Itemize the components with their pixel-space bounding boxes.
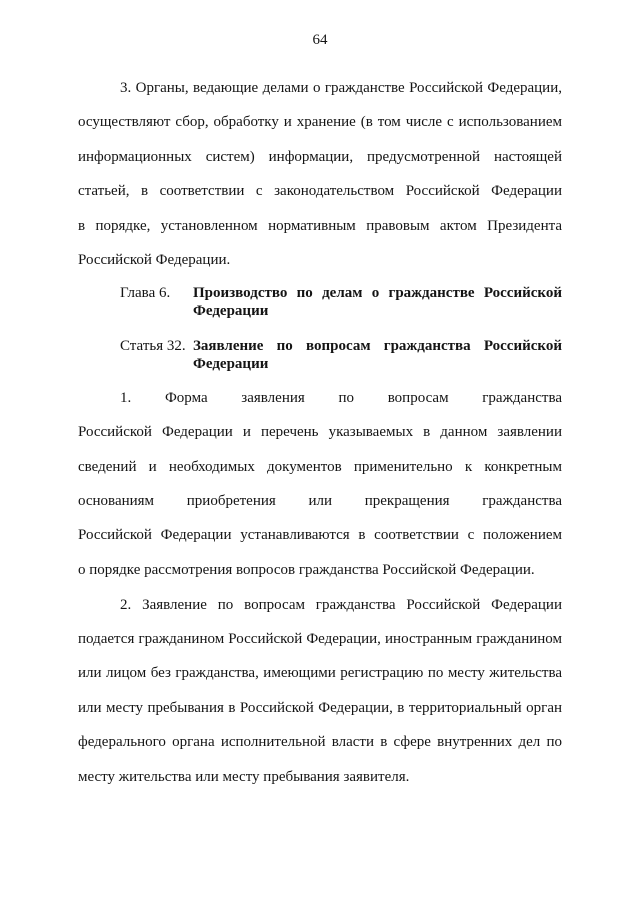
paragraph-line: 3. Органы, ведающие делами о гражданстве Российской Федерации,: [120, 80, 562, 96]
article-heading: [78, 337, 562, 373]
paragraph-line: месту жительства или месту пребывания заявителя.: [78, 768, 410, 785]
article-paragraph-1: [78, 381, 562, 587]
paragraph-line: 1. Форма заявления по вопросам гражданства: [120, 389, 562, 406]
chapter-title-line: Производство по делам о гражданстве Российской: [193, 284, 562, 301]
paragraph-line: о порядке рассмотрения вопросов гражданства Российской Федерации.: [78, 561, 535, 578]
paragraph-line: основаниям приобретения или прекращения гражданства: [78, 492, 562, 509]
paragraph-line: осуществляют сбор, обработку и хранение (в том числе с использованием: [78, 114, 562, 131]
chapter-title-line: Федерации: [193, 302, 269, 319]
paragraph-line: в порядке, установленном нормативным правовым актом Президента: [78, 217, 562, 234]
document-body: [78, 71, 562, 794]
chapter-title: [193, 284, 562, 320]
chapter-heading: [78, 284, 562, 320]
article-title-line: Заявление по вопросам гражданства Российской: [193, 337, 562, 354]
paragraph-line: Российской Федерации и перечень указываемых в данном заявлении: [78, 424, 562, 441]
paragraph-line: сведений и необходимых документов применительно к конкретным: [78, 458, 562, 475]
article-label: Статья 32.: [120, 337, 186, 354]
paragraph-line: федерального органа исполнительной власти в сфере внутренних дел по: [78, 734, 562, 751]
paragraph-line: статьей, в соответствии с законодательством Российской Федерации: [78, 183, 562, 200]
article-title-line: Федерации: [193, 355, 269, 372]
paragraph-line: Российской Федерации.: [78, 251, 231, 268]
paragraph-line: подается гражданином Российской Федерации, иностранным гражданином: [78, 631, 562, 648]
article-title: [193, 337, 562, 373]
paragraph-line: Российской Федерации устанавливаются в соответствии с положением: [78, 527, 562, 544]
article-paragraph-2: [78, 588, 562, 794]
paragraph-line: или лицом без гражданства, имеющими регистрацию по месту жительства: [78, 665, 562, 682]
paragraph-section-3: [78, 71, 562, 277]
chapter-label: Глава 6.: [120, 284, 171, 301]
paragraph-line: или месту пребывания в Российской Федерации, в территориальный орган: [78, 699, 562, 716]
paragraph-line: информационных систем) информации, предусмотренной настоящей: [78, 148, 562, 165]
paragraph-line: 2. Заявление по вопросам гражданства Российской Федерации: [120, 596, 562, 613]
page-number: 64: [312, 32, 328, 48]
